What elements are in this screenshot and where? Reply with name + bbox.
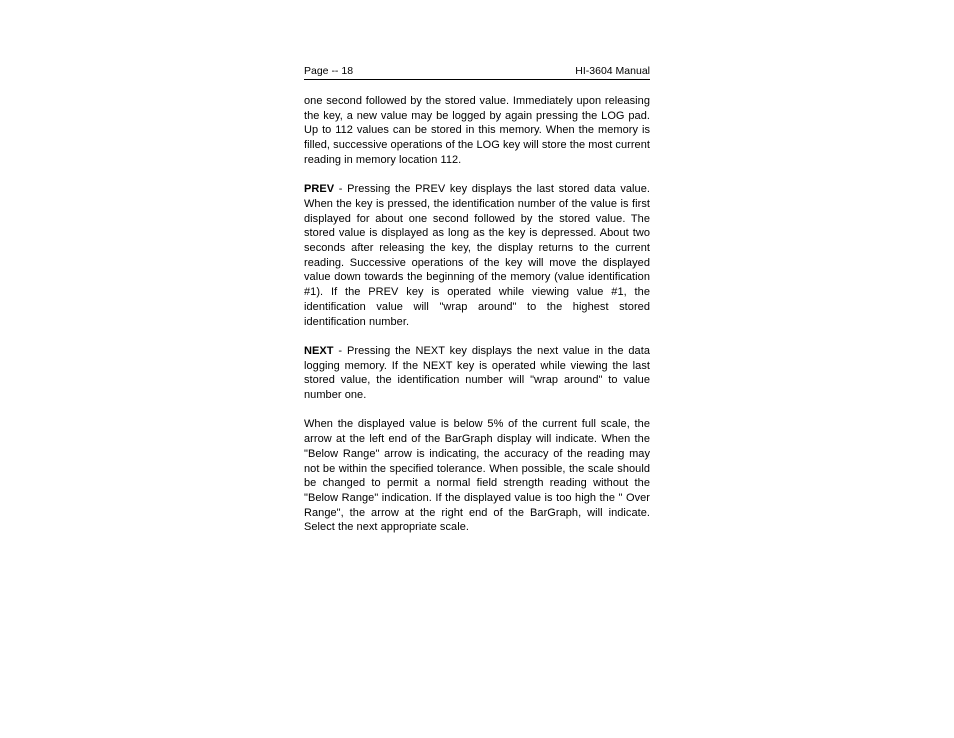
manual-title: HI-3604 Manual [575, 65, 650, 77]
manual-page [304, 64, 650, 550]
paragraph-text: one second followed by the stored value. Immediately upon releasing the key, a new value may be logged by again pressing the LOG pad. Up to 112 values can be stored in this memory. When the memory is filled, successive operations of the LOG key will store the most current reading in memory location 112. [304, 95, 650, 166]
paragraph-prev-key [304, 182, 650, 329]
page-header [304, 64, 650, 80]
paragraph-text: When the displayed value is below 5% of the current full scale, the arrow at the left end of the BarGraph display will indicate. When the "Below Range" arrow is indicating, the accuracy of the reading may not be within the specified tolerance. When possible, the scale should be changed to permit a normal field strength reading without the "Below Range" indication. If the displayed value is too high the " Over Range", the arrow at the right end of the BarGraph, will indicate. Select the next appropriate scale. [304, 418, 650, 534]
paragraph-log-continued [304, 94, 650, 168]
prev-keyword: PREV [304, 183, 335, 196]
paragraph-range-indication [304, 417, 650, 535]
paragraph-next-key [304, 344, 650, 403]
paragraph-text: - Pressing the NEXT key displays the next value in the data logging memory. If the NEXT key is operated while viewing the last stored value, the identification number will "wrap around" to value number one. [304, 344, 650, 402]
next-keyword: NEXT [304, 344, 334, 357]
paragraph-text: - Pressing the PREV key displays the last stored data value. When the key is pressed, the identification number of the value is first displayed for about one second followed by the stored value. The stored value is displayed as long as the key is depressed. About two seconds after releasing the key, the display returns to the current reading. Successive operations of the key will move the displayed value down towards the beginning of the memory (value identification #1). If the PREV key is operated while viewing value #1, the identification value will "wrap around" to the highest stored identification number. [304, 183, 650, 328]
page-number: Page -- 18 [304, 65, 354, 77]
page-body [304, 94, 650, 535]
